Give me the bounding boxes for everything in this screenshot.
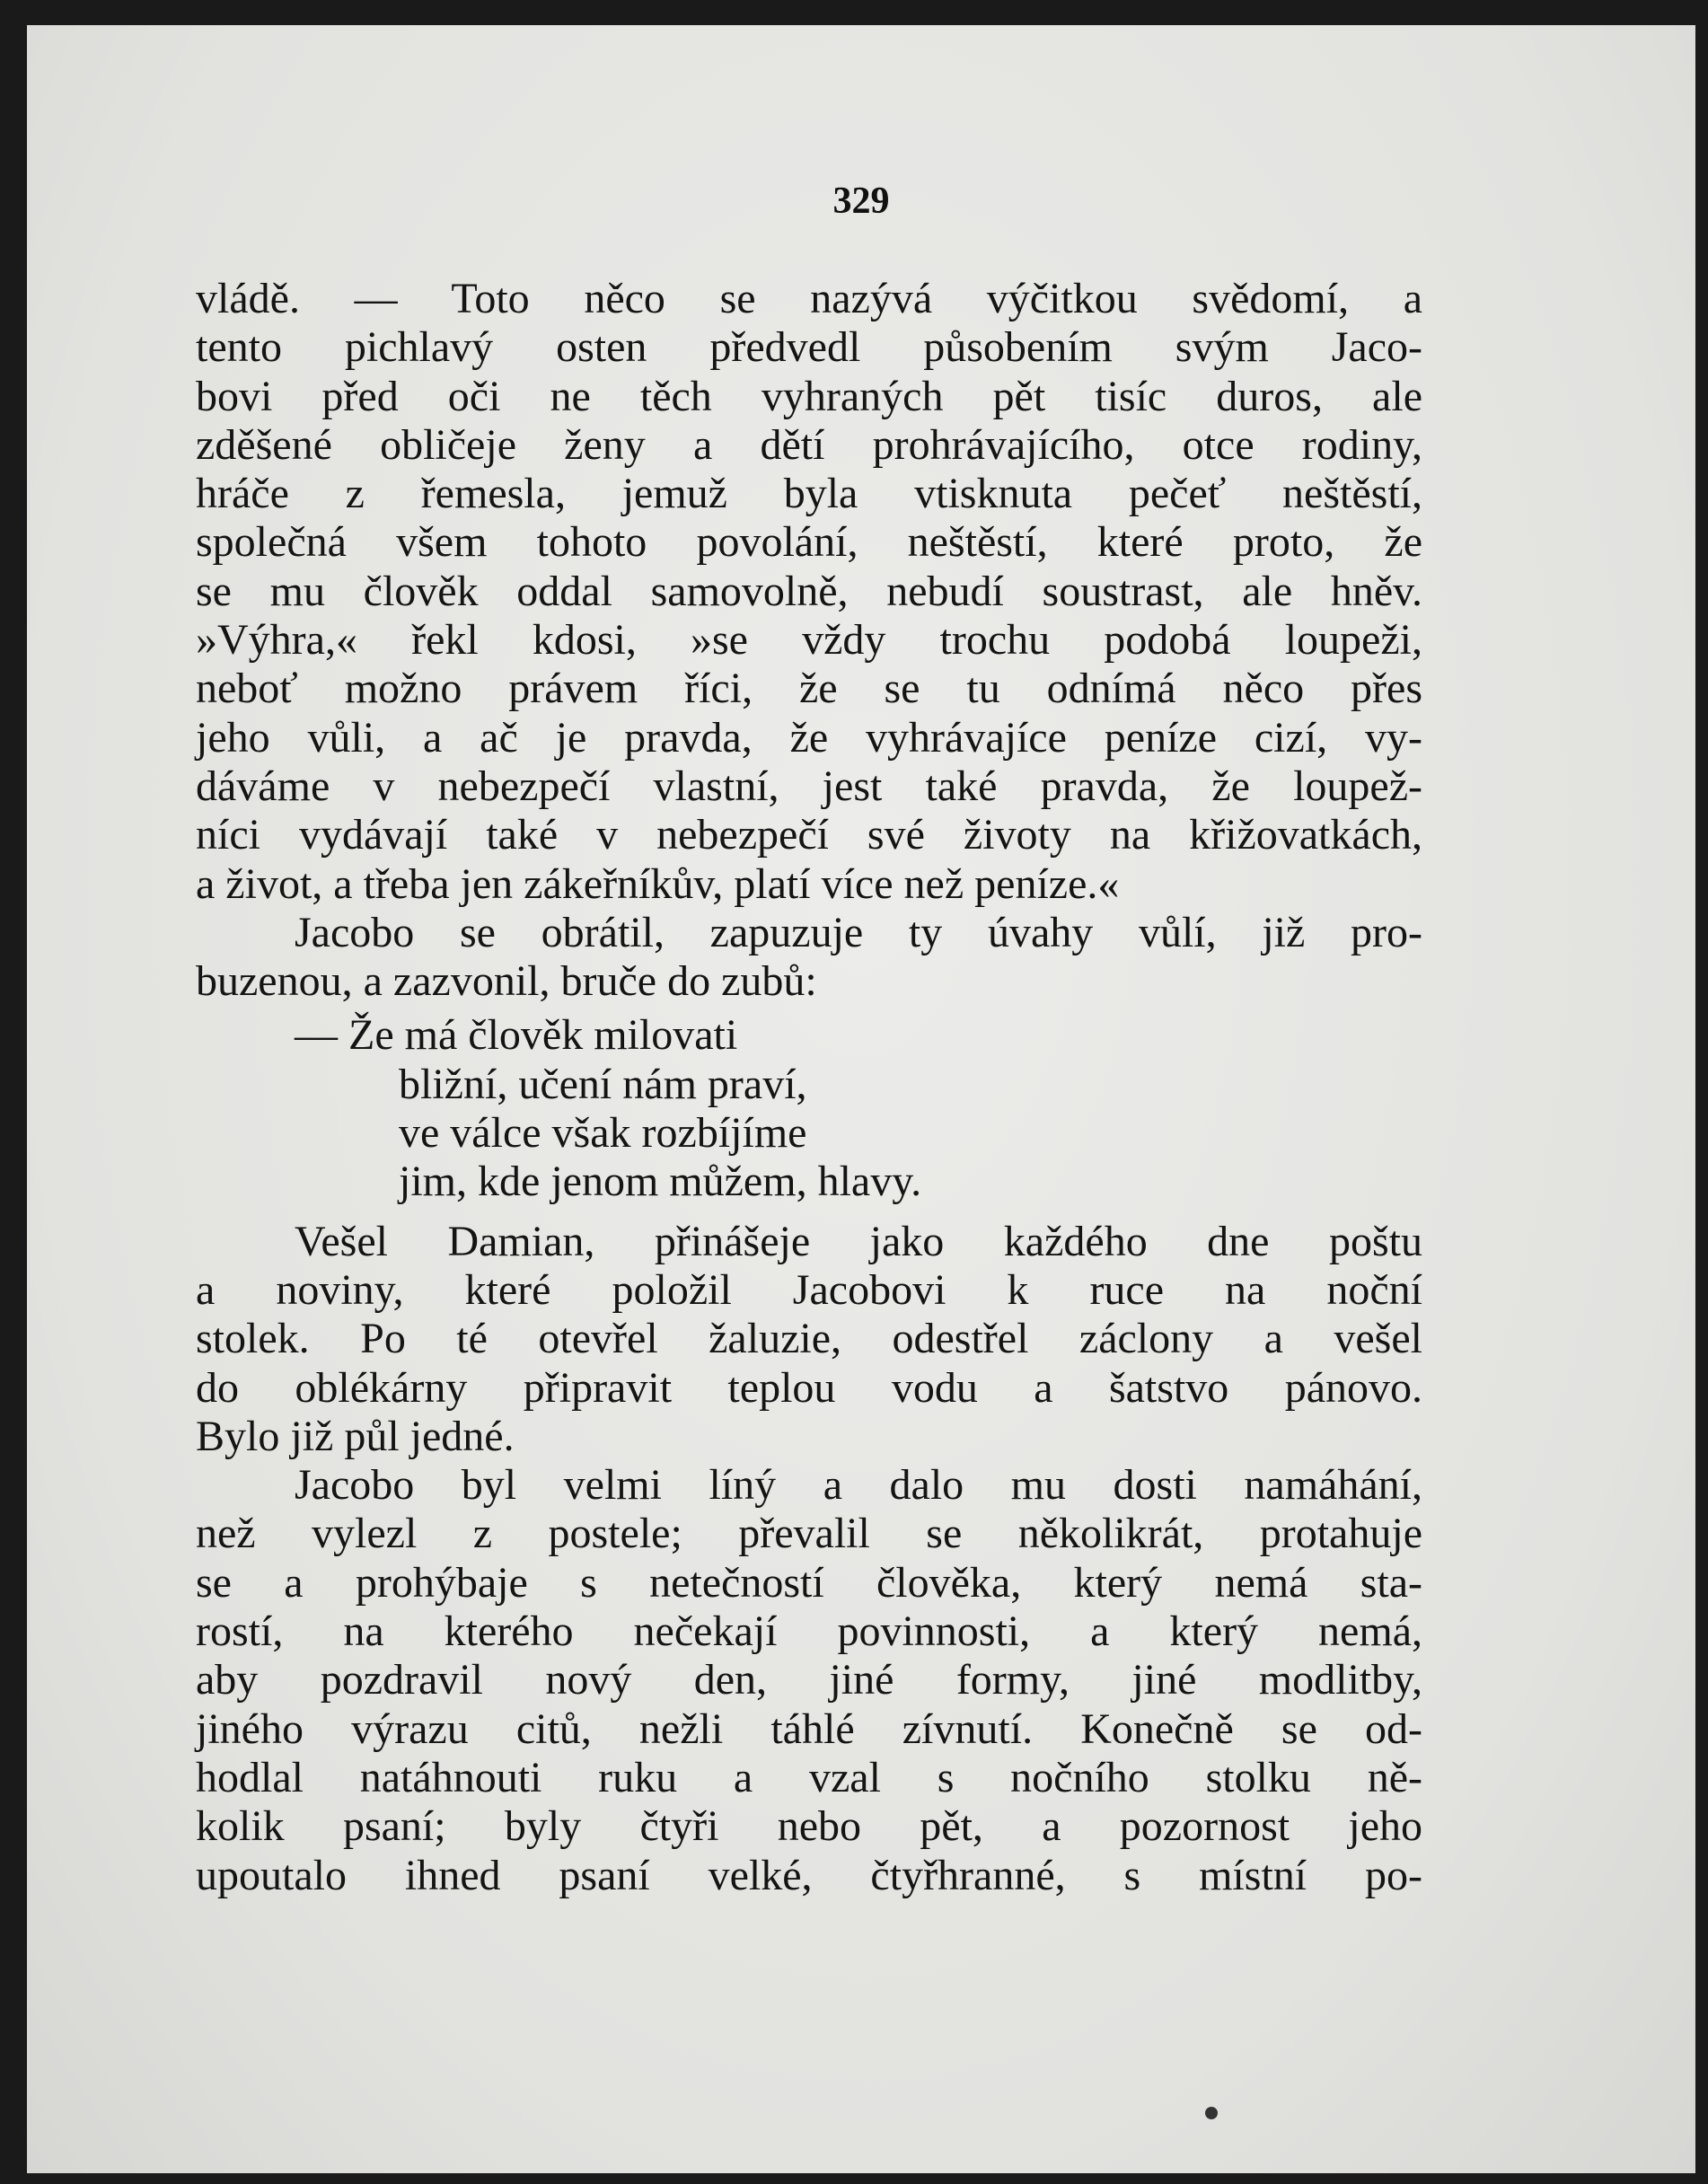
text-line: vládě. — Toto něco se nazývá výčitkou svědomí, a <box>196 275 1422 322</box>
paragraph <box>196 909 1422 1007</box>
verse-line: ve válce však rozbíjíme <box>399 1109 807 1158</box>
text-line: »Výhra,« řekl kdosi, »se vždy trochu podobá loupeži, <box>196 616 1422 665</box>
text-line: neboť možno právem říci, že se tu odnímá něco přes <box>196 665 1422 713</box>
text-line: dáváme v nebezpečí vlastní, jest také pravda, že loupež- <box>196 762 1422 810</box>
text-line: hodlal natáhnouti ruku a vzal s nočního stolku ně- <box>196 1753 1422 1801</box>
text-line: se a prohýbaje s netečností člověka, který nemá sta- <box>196 1558 1422 1607</box>
text-line: níci vydávají také v nebezpečí své životy na křižovatkách, <box>196 811 1422 859</box>
text-line: upoutalo ihned psaní velké, čtyřhranné, s místní po- <box>196 1851 1422 1899</box>
paragraph <box>196 275 1422 909</box>
text-line: tento pichlavý osten předvedl působením svým Jaco- <box>196 323 1422 372</box>
text-line: jeho vůli, a ač je pravda, že vyhrávajíce peníze cizí, vy- <box>196 713 1422 762</box>
text-line: do oblékárny připravit teplou vodu a šatstvo pánovo. <box>196 1363 1422 1412</box>
paragraph <box>196 1218 1422 1461</box>
poem-verse <box>196 1011 1422 1206</box>
text-line: než vylezl z postele; převalil se několikrát, protahuje <box>196 1510 1422 1558</box>
paragraph <box>196 1461 1422 1900</box>
text-line: hráče z řemesla, jemuž byla vtisknuta pečeť neštěstí, <box>196 470 1422 518</box>
text-line: rostí, na kterého nečekají povinnosti, a který nemá, <box>196 1607 1422 1656</box>
text-line: buzenou, a zazvonil, bruče do zubů: <box>196 957 817 1006</box>
book-page <box>27 25 1695 2173</box>
text-line: se mu člověk oddal samovolně, nebudí soustrast, ale hněv. <box>196 567 1422 615</box>
ink-blot <box>1205 2107 1218 2119</box>
text-line: a život, a třeba jen zákeřníkův, platí více než peníze.« <box>196 859 1120 908</box>
text-line: Vešel Damian, přinášeje jako každého dne poštu <box>295 1217 1422 1265</box>
text-line: zděšené obličeje ženy a dětí prohrávajícího, otce rodiny, <box>196 420 1422 469</box>
text-line: Jacobo byl velmi líný a dalo mu dosti namáhání, <box>295 1461 1422 1510</box>
body-text <box>196 275 1422 1900</box>
verse-line: — Že má člověk milovati <box>295 1011 738 1060</box>
text-line: a noviny, které položil Jacobovi k ruce na noční <box>196 1265 1422 1314</box>
page-number: 329 <box>832 181 890 222</box>
verse-line: bližní, učení nám praví, <box>399 1060 807 1108</box>
verse-line: jim, kde jenom můžem, hlavy. <box>399 1158 922 1206</box>
text-line: Jacobo se obrátil, zapuzuje ty úvahy vůlí, již pro- <box>295 908 1422 956</box>
text-line: kolik psaní; byly čtyři nebo pět, a pozornost jeho <box>196 1802 1422 1851</box>
text-line: aby pozdravil nový den, jiné formy, jiné modlitby, <box>196 1656 1422 1704</box>
text-line: jiného výrazu citů, nežli táhlé zívnutí. Konečně se od- <box>196 1704 1422 1753</box>
text-line: stolek. Po té otevřel žaluzie, odestřel záclony a vešel <box>196 1315 1422 1363</box>
text-line: Bylo již půl jedné. <box>196 1412 515 1460</box>
text-line: společná všem tohoto povolání, neštěstí, které proto, že <box>196 518 1422 567</box>
text-line: bovi před oči ne těch vyhraných pět tisíc duros, ale <box>196 372 1422 420</box>
